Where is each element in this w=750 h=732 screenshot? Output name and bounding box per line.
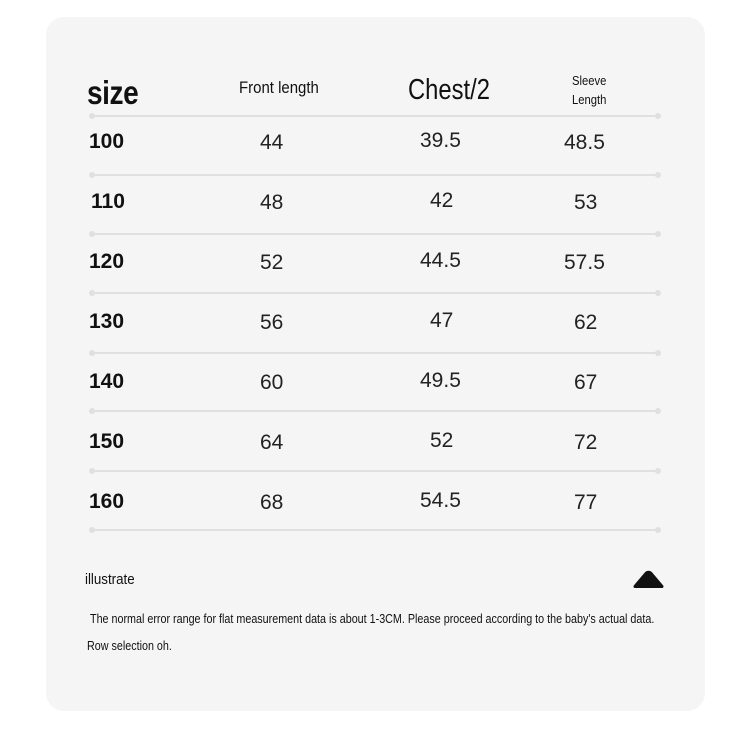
header-sleeve-line2: Length — [572, 93, 607, 107]
row-front-length: 44 — [260, 131, 284, 154]
divider-6 — [92, 470, 658, 472]
divider-5 — [92, 410, 658, 412]
row-sleeve-length: 48.5 — [564, 131, 605, 154]
header-front-length: Front length — [239, 78, 319, 97]
row-chest: 42 — [430, 189, 454, 212]
divider-3 — [92, 292, 658, 294]
header-size: size — [87, 74, 139, 111]
header-sleeve-length — [572, 72, 606, 110]
row-front-length: 56 — [260, 311, 284, 334]
row-sleeve-length: 53 — [574, 191, 598, 214]
row-chest: 47 — [430, 309, 454, 332]
divider-1 — [92, 174, 658, 176]
cloud-icon — [633, 569, 664, 590]
row-size: 110 — [91, 190, 125, 213]
row-sleeve-length: 77 — [574, 491, 598, 514]
divider-2 — [92, 233, 658, 235]
row-size: 160 — [89, 490, 125, 513]
row-sleeve-length: 72 — [574, 431, 598, 454]
notes-title: illustrate — [85, 572, 135, 588]
row-size: 140 — [89, 370, 125, 393]
row-size: 100 — [89, 130, 125, 153]
row-size: 150 — [89, 430, 125, 453]
row-sleeve-length: 67 — [574, 371, 598, 394]
row-front-length: 48 — [260, 191, 284, 214]
row-sleeve-length: 57.5 — [564, 251, 605, 274]
row-size: 120 — [89, 250, 125, 273]
row-chest: 49.5 — [420, 369, 461, 392]
notes-measurement-error: The normal error range for flat measurement data is about 1-3CM. Please proceed according to the baby's actual data. — [90, 612, 655, 626]
row-front-length: 52 — [260, 251, 284, 274]
divider-7 — [92, 529, 658, 531]
divider-4 — [92, 352, 658, 354]
notes-row-selection: Row selection oh. — [87, 639, 172, 653]
divider-0 — [92, 115, 658, 117]
row-size: 130 — [89, 310, 125, 333]
row-chest: 39.5 — [420, 129, 461, 152]
row-front-length: 64 — [260, 431, 284, 454]
row-front-length: 68 — [260, 491, 284, 514]
row-sleeve-length: 62 — [574, 311, 598, 334]
row-front-length: 60 — [260, 371, 284, 394]
size-chart-card — [46, 17, 705, 711]
header-chest: Chest/2 — [408, 74, 490, 106]
row-chest: 44.5 — [420, 249, 461, 272]
header-sleeve-line1: Sleeve — [572, 74, 607, 88]
row-chest: 52 — [430, 429, 454, 452]
row-chest: 54.5 — [420, 489, 461, 512]
